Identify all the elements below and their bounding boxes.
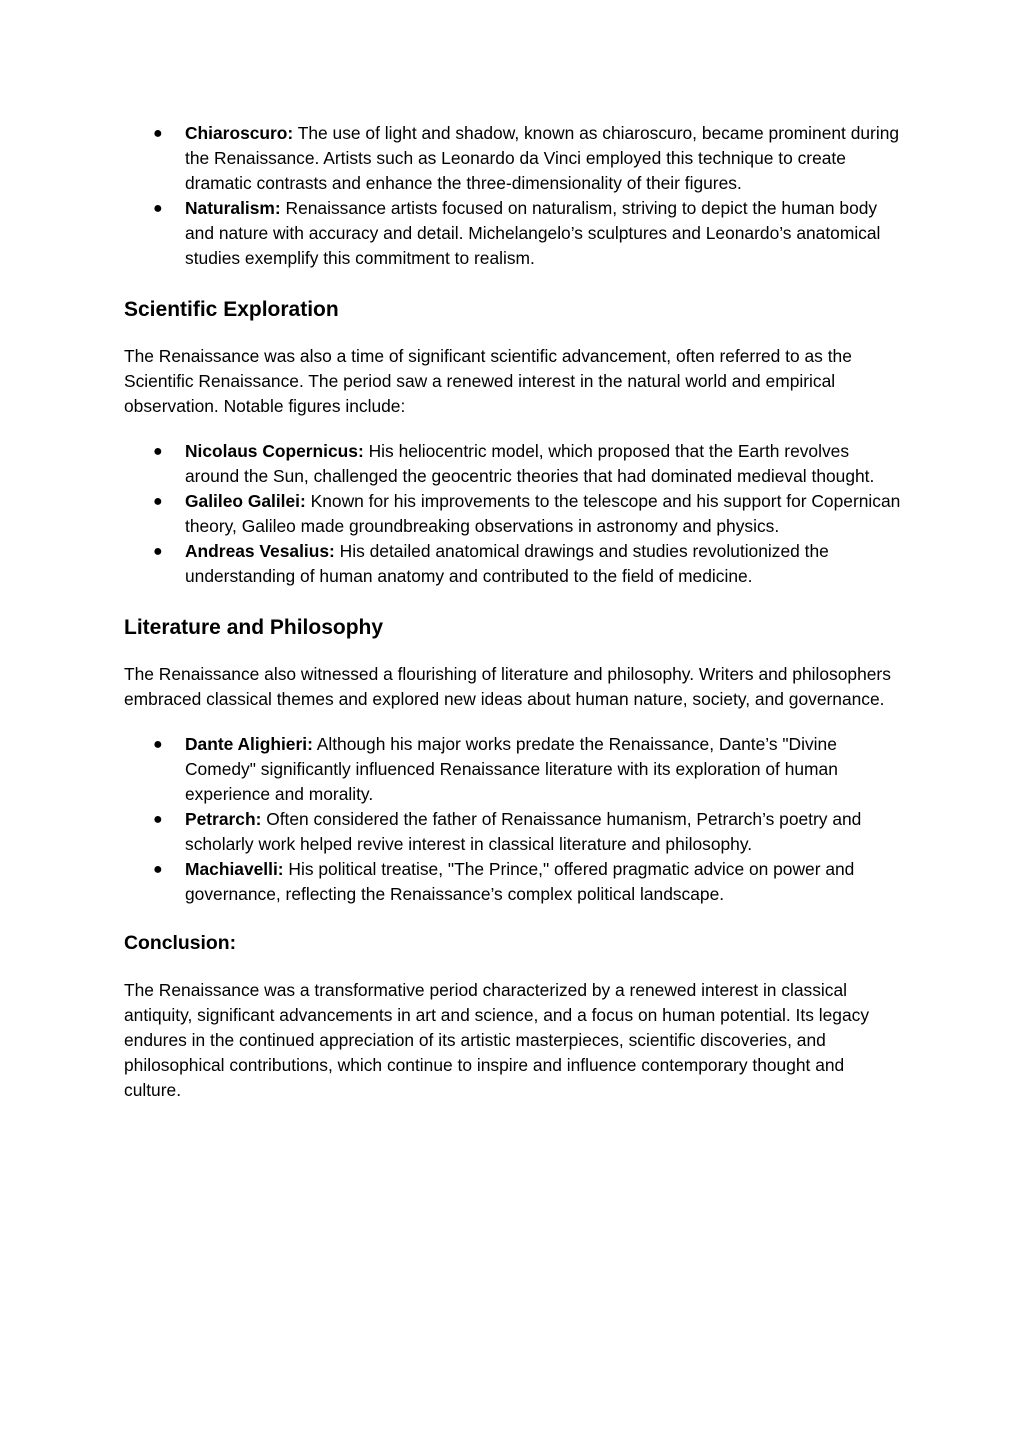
bullet-icon: ●: [153, 493, 163, 510]
section-intro-scientific-exploration: The Renaissance was also a time of significant scientific advancement, often referred to as the Scientific Renaissance. The period saw a renewed interest in the natural world and empirical observation. Notable figures include:: [124, 346, 852, 416]
list-item-term: Petrarch:: [185, 809, 262, 829]
bullet-icon: ●: [153, 811, 163, 828]
art-techniques-list: [124, 121, 904, 271]
list-item-term: Galileo Galilei:: [185, 491, 306, 511]
list-item-term: Dante Alighieri:: [185, 734, 313, 754]
list-item-text: Although his major works predate the Renaissance, Dante’s "Divine Comedy" significantly influenced Renaissance literature with its exploration of human experience and morality.: [185, 734, 838, 804]
bullet-icon: ●: [153, 443, 163, 460]
list-item: [124, 807, 904, 857]
list-item-text: Renaissance artists focused on naturalism, striving to depict the human body and nature with accuracy and detail. Michelangelo’s sculptures and Leonardo’s anatomical studies exemplify this commitment to realism.: [185, 198, 881, 268]
list-item: [124, 121, 904, 196]
list-item-text: The use of light and shadow, known as chiaroscuro, became prominent during the Renaissance. Artists such as Leonardo da Vinci employed this technique to create dramatic contrasts and enhance the three-dimensionality of their figures.: [185, 123, 900, 193]
list-item-text: His heliocentric model, which proposed that the Earth revolves around the Sun, challenged the geocentric theories that had dominated medieval thought.: [185, 441, 875, 486]
list-item-term: Machiavelli:: [185, 859, 284, 879]
list-item: [124, 196, 904, 271]
conclusion-paragraph: The Renaissance was a transformative period characterized by a renewed interest in classical antiquity, significant advancements in art and science, and a focus on human potential. Its legacy endures in the continued appreciation of its artistic masterpieces, scientific discoveries, and philosophical contributions, which continue to inspire and influence contemporary thought and culture.: [124, 980, 870, 1100]
list-item-term: Naturalism:: [185, 198, 281, 218]
list-item-text: Known for his improvements to the telescope and his support for Copernican theory, Galileo made groundbreaking observations in astronomy and physics.: [185, 491, 901, 536]
list-item-term: Andreas Vesalius:: [185, 541, 335, 561]
bullet-icon: ●: [153, 543, 163, 560]
list-item: [124, 489, 904, 539]
section-heading-literature-and-philosophy: Literature and Philosophy: [124, 616, 384, 639]
writers-list: [124, 732, 904, 907]
section-heading-conclusion: Conclusion:: [124, 932, 237, 954]
list-item-term: Chiaroscuro:: [185, 123, 294, 143]
list-item: [124, 732, 904, 807]
bullet-icon: ●: [153, 861, 163, 878]
list-item: [124, 857, 904, 907]
section-intro-literature-and-philosophy: The Renaissance also witnessed a flourishing of literature and philosophy. Writers and philosophers embraced classical themes and explored new ideas about human nature, society, and governance.: [124, 664, 891, 709]
list-item-text: His detailed anatomical drawings and studies revolutionized the understanding of human anatomy and contributed to the field of medicine.: [185, 541, 829, 586]
bullet-icon: ●: [153, 200, 163, 217]
section-heading-scientific-exploration: Scientific Exploration: [124, 298, 339, 321]
bullet-icon: ●: [153, 736, 163, 753]
list-item-text: Often considered the father of Renaissance humanism, Petrarch’s poetry and scholarly work helped revive interest in classical literature and philosophy.: [185, 809, 862, 854]
scientists-list: [124, 439, 904, 589]
list-item-text: His political treatise, "The Prince," offered pragmatic advice on power and governance, reflecting the Renaissance’s complex political landscape.: [185, 859, 855, 904]
list-item: [124, 439, 904, 489]
list-item-term: Nicolaus Copernicus:: [185, 441, 364, 461]
bullet-icon: ●: [153, 125, 163, 142]
list-item: [124, 539, 904, 589]
